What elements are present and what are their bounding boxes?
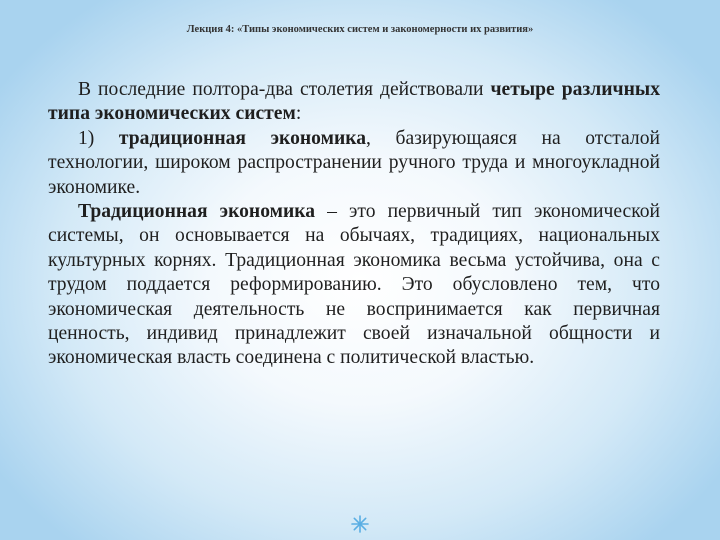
definition-term: Традиционная экономика <box>78 201 316 223</box>
sparkle-icon <box>350 514 370 534</box>
item-term: традиционная экономика <box>118 127 367 149</box>
intro-bold: четыре различных типа экономических систем <box>48 79 660 125</box>
intro-colon: : <box>295 103 302 125</box>
slide-header: Лекция 4: «Типы экономических систем и закономерности их развития» <box>186 24 534 35</box>
paragraph-item-1 <box>48 127 660 200</box>
definition-text: – это первичный тип экономической системы, он основывается на обычаях, традициях, национальных культурных корнях. Традиционная экономика весьма устойчива, она с трудом поддается реформированию. Это обусловлено тем, что экономическая деятельность не воспринимается как первичная ценность, индивид принадлежит своей изначальной общности и экономическая власть соединена с политической властью. <box>48 201 661 369</box>
item-number: 1) <box>78 127 119 149</box>
slide-body <box>48 78 660 371</box>
intro-text: В последние полтора-два столетия действовали <box>78 79 491 100</box>
item-text: , базирующаяся на отсталой технологии, широком распространении ручного труда и многоукладной экономике. <box>48 127 660 198</box>
paragraph-definition <box>48 200 660 371</box>
paragraph-intro <box>48 78 660 127</box>
